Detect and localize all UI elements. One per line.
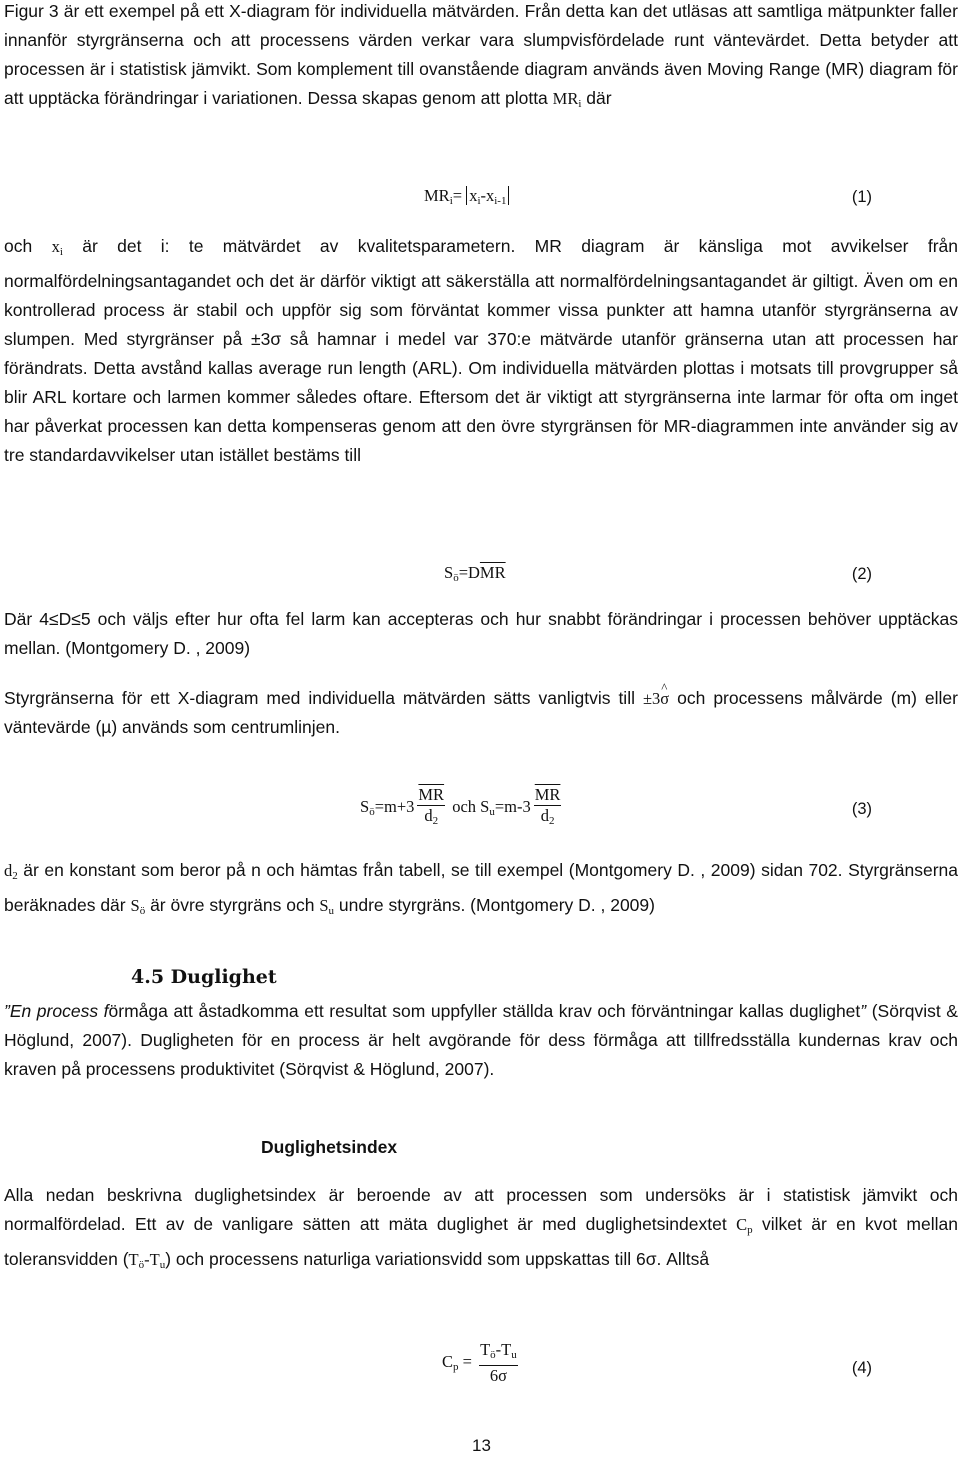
inline-math-cp: $C_p$ <box>736 1215 753 1236</box>
equation-number-2: (2) <box>851 565 872 583</box>
inline-math-d2: $d_2$ <box>4 861 18 882</box>
paragraph-text: Figur 3 är ett exempel på ett X-diagram för individuella mätvärden. Från detta kan det utläsas att samtliga mätpunkter faller innanför styrgränserna och att processens värden verkar vara slumpvisfördelade runt väntevärdet. Detta betyder att processen är i statistisk jämvikt. Som komplement till ovanstående diagram används även Moving Range (MR) diagram för att upptäcka förändringar i variationen. Dessa skapas genom att plotta <box>4 1 958 108</box>
paragraph-duglighetsindex: Alla nedan beskrivna duglighetsindex är beroende av att processen som undersöks är i statistisk jämvikt och normalfördelad. Ett av de vanligare sätten att mäta duglighet är med duglighetsindextet $C_p$ vilket är en kvot mellan toleransvidden $(T_ö-T_u)$ och processens naturliga variationsvidd som uppskattas till 6σ. Alltså <box>4 1185 958 1271</box>
equation-number-1: (1) <box>851 188 872 206</box>
equation-4: $C_p$ = $\frac{T_ö-T_u}{6\sigma}$ <box>442 1340 517 1385</box>
page-number: 13 <box>472 1436 491 1455</box>
section-heading: 4.5 Duglighet <box>131 966 277 988</box>
paragraph-mr-intro <box>4 0 958 119</box>
paragraph-x-limits: Styrgränserna för ett X-diagram med individuella mätvärden sätts vanligtvis till ±3^ σ och processens målvärde (m) eller väntevärde (µ) används som centrumlinjen. <box>4 684 958 742</box>
paragraph-duglighet-definition: ”En process förmåga att åstadkomma ett resultat som uppfyller ställda krav och förväntningar kallas duglighet” (Sörqvist & Höglund, 2007). Dugligheten för en process är helt avgörande för dess förmåga att tillfredsställa kundernas krav och kraven på processens produktivitet (Sörqvist & Höglund, 2007). <box>4 1001 958 1079</box>
subsection-heading: Duglighetsindex <box>261 1137 398 1157</box>
paragraph-text: där <box>586 88 612 108</box>
paragraph-mr-sensitivity: och $x_i$ är det i: te mätvärdet av kvalitetsparametern. MR diagram är känsliga mot avvikelser från normalfördelningsantagandet och det är därför viktigt att säkerställa att normalfördelningsantagandet är giltigt. Även om en kontrollerad process är stabil och uppför sig som förväntat kommer vissa punkter att hamna utanför styrgränserna av slumpen. Med styrgränser på ±3σ så hamnar i medel var 370:e mätvärde utanför gränserna utan att processen har förändrats. Detta avstånd kallas average run length (ARL). Om individuella mätvärden plottas i motsats till provgrupper så blir ARL kortare och larmen kommer således oftare. Eftersom det är viktigt att styrgränserna inte larmar för ofta om inget har påverkat processen kan detta kompenseras genom att den övre styrgränsen för MR-diagrammen inte använder sig av tre standardavvikelser utan istället bestäms till <box>4 236 958 465</box>
equation-2: $S_ö=D\overline{MR}$ <box>444 563 506 584</box>
inline-math-mr: $MR_i$ <box>552 89 582 110</box>
equation-number-3: (3) <box>851 800 872 818</box>
inline-math-so: $S_ö$ <box>130 896 146 917</box>
inline-math-x: $x_i$ <box>51 237 63 258</box>
paragraph-d-range: Där 4≤D≤5 och väljs efter hur ofta fel larm kan accepteras och hur snabbt förändringar i processen behöver upptäckas mellan. (Montgomery D. , 2009) <box>4 609 958 658</box>
paragraph-d2-constant: $d_2$ är en konstant som beror på n och hämtas från tabell, se till exempel (Montgomery D. , 2009) sidan 702. Styrgränserna beräknades där $S_ö$ är övre styrgräns och $S_u$ undre styrgräns. (Montgomery D. , 2009) <box>4 860 958 917</box>
equation-number-4: (4) <box>851 1359 872 1377</box>
inline-math-pm3sigma: ±3^ σ <box>643 689 669 708</box>
inline-math-tolerance: $T_ö-T_u$ <box>128 1250 166 1271</box>
equation-3: $S_ö=m+3$ $\frac{\overline{MR}}{d_2}$ och $S_u=m-3$ $\frac{\overline{MR}}{d_2}$ <box>360 785 561 827</box>
inline-math-su: $S_u$ <box>319 896 334 917</box>
equation-1: $MR_i= x_i-x_{i-1}$ <box>424 186 509 207</box>
